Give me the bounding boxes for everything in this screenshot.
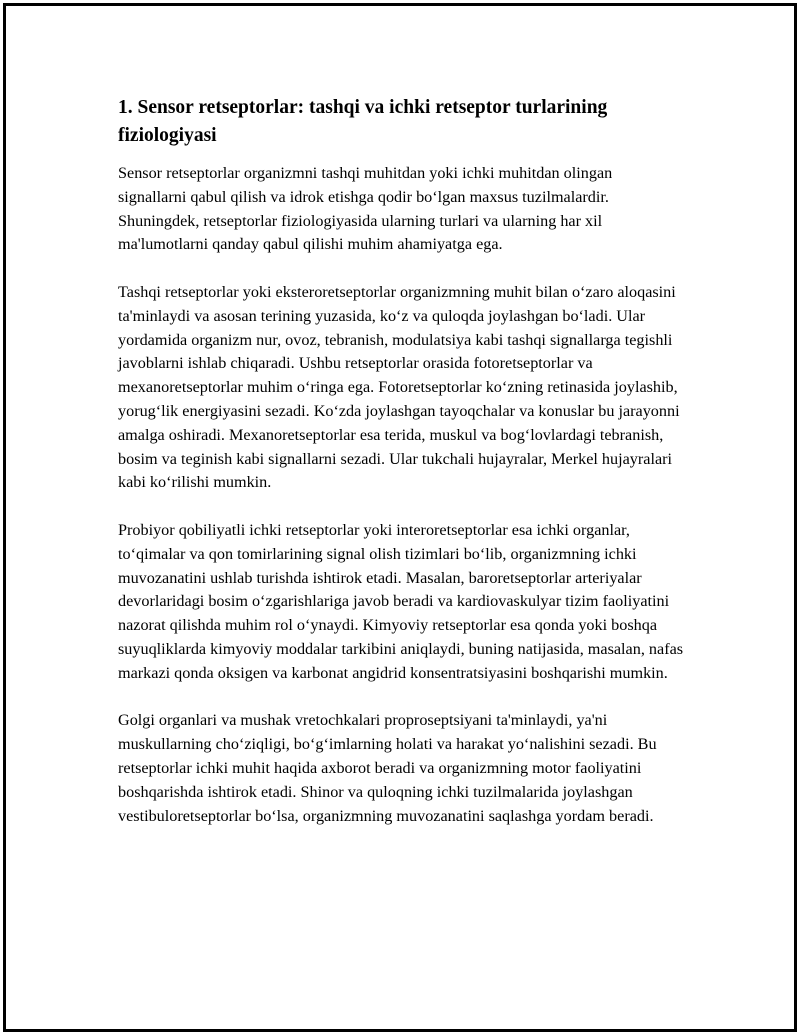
paragraph-proprioception: Golgi organlari va mushak vretochkalari proproseptsiyani ta'minlaydi, ya'ni muskullarning cho‘ziqligi, bo‘g‘imlarning holati va harakat yo‘nalishini sezadi. Bu retseptorlar ichki muhit haqida axborot beradi va organizmning motor faoliyatini boshqarishda ishtirok etadi. Shinor va quloqning ichki tuzilmalarida joylashgan vestibuloretseptorlar bo‘lsa, organizmning muvozanatini saqlashga yordam beradi. <box>118 711 657 825</box>
paragraph-internal-receptors: Probiyor qobiliyatli ichki retseptorlar yoki interoretseptorlar esa ichki organlar, to‘qimalar va qon tomirlarining signal olish tizimlari bo‘lib, organizmning ichki muvozanatini ushlab turishda ishtirok etadi. Masalan, baroretseptorlar arteriyalar devorlaridagi bosim o‘zgarishlariga javob beradi va kardiovaskulyar tizim faoliyatini nazorat qilishda muhim rol o‘ynaydi. Kimyoviy retseptorlar esa qonda yoki boshqa suyuqliklarda kimyoviy moddalar tarkibini aniqlaydi, buning natijasida, masalan, nafas markazi qonda oksigen va karbonat angidrid konsentratsiyasini boshqarishi mumkin. <box>118 520 684 682</box>
document-body <box>118 94 684 852</box>
paragraph-intro: Sensor retseptorlar organizmni tashqi muhitdan yoki ichki muhitdan olingan signallarni qabul qilish va idrok etishga qodir bo‘lgan maxsus tuzilmalardir. Shuningdek, retseptorlar fiziologiyasida ularning turlari va ularning har xil ma'lumotlarni qanday qabul qilishi muhim ahamiyatga ega. <box>118 164 613 254</box>
paragraph-external-receptors: Tashqi retseptorlar yoki eksteroretseptorlar organizmning muhit bilan o‘zaro aloqasini ta'minlaydi va asosan terining yuzasida, ko‘z va quloqda joylashgan bo‘ladi. Ular yordamida organizm nur, ovoz, tebranish, modulatsiya kabi tashqi signallarga tegishli javoblarni ishlab chiqaradi. Ushbu retseptorlar orasida fotoretseptorlar va mexanoretseptorlar muhim o‘ringa ega. Fotoretseptorlar ko‘zning retinasida joylashib, yorug‘lik energiyasini sezadi. Ko‘zda joylashgan tayoqchalar va konuslar bu jarayonni amalga oshiradi. Mexanoretseptorlar esa terida, muskul va bog‘lovlardagi tebranish, bosim va teginish kabi signallarni sezadi. Ular tukchali hujayralar, Merkel hujayralari kabi ko‘rilishi mumkin. <box>118 282 680 492</box>
section-heading: 1. Sensor retseptorlar: tashqi va ichki retseptor turlarining fiziologiyasi <box>118 97 608 146</box>
